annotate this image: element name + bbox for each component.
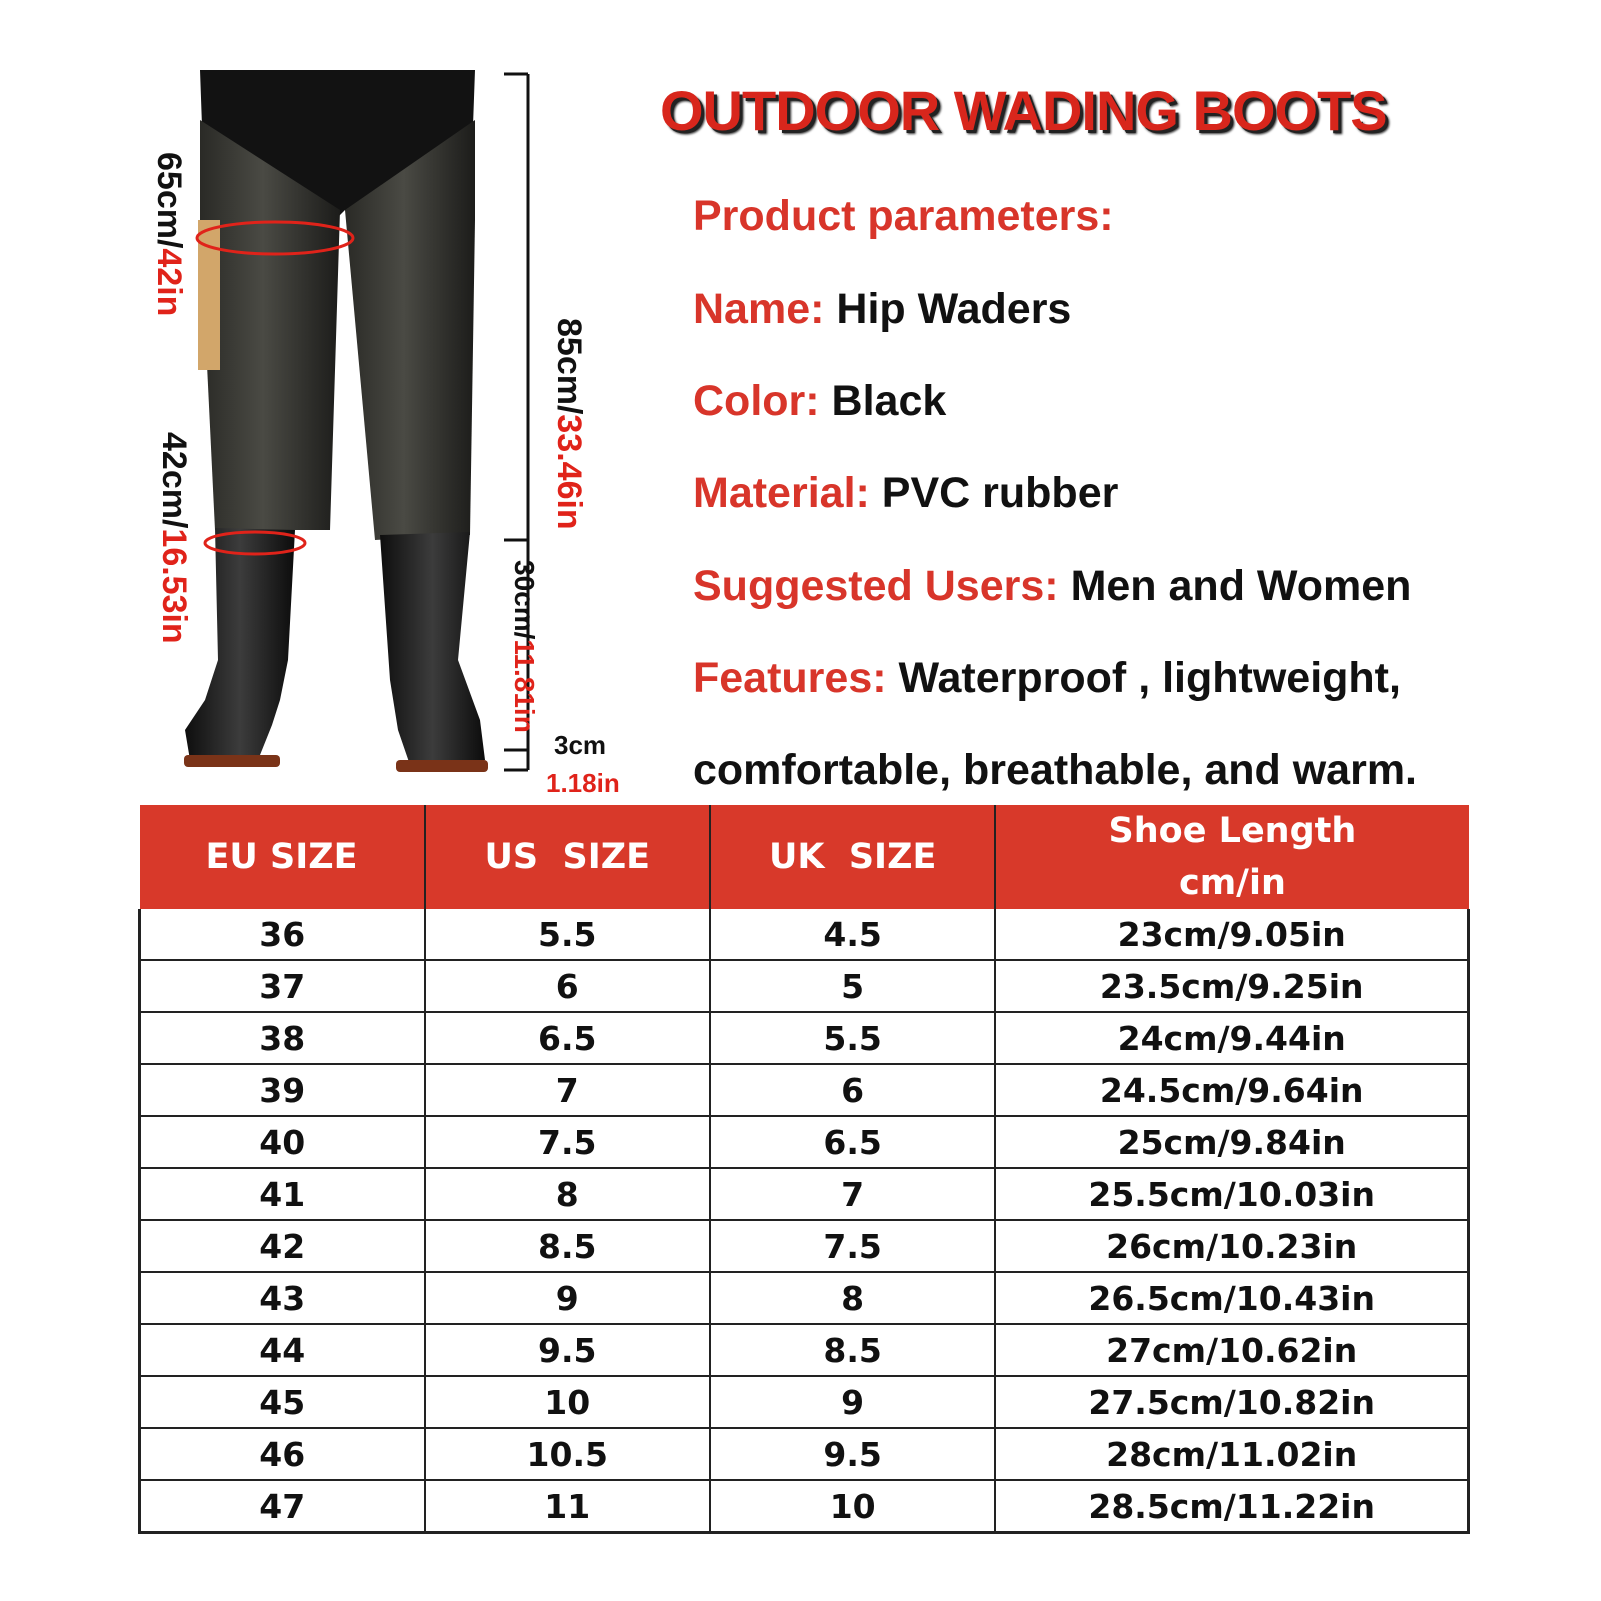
param-features: Features: Waterproof , lightweight,	[693, 654, 1401, 702]
cell-us-size: 9.5	[425, 1324, 710, 1376]
cell-shoe-length: 28.5cm/11.22in	[995, 1480, 1468, 1533]
page-title: OUTDOOR WADING BOOTS	[660, 79, 1387, 142]
table-row	[140, 1168, 1469, 1220]
cell-us-size: 6	[425, 960, 710, 1012]
header-shoe-length-line2: cm/in	[1178, 863, 1286, 903]
cell-shoe-length: 25cm/9.84in	[995, 1116, 1468, 1168]
cell-us-size: 9	[425, 1272, 710, 1324]
total-height-label: 85cm/33.46in	[550, 318, 588, 530]
calf-circumference-label: 42cm/16.53in	[155, 432, 193, 644]
cell-uk-size: 8.5	[710, 1324, 995, 1376]
cell-eu-size: 46	[140, 1428, 425, 1480]
table-row	[140, 909, 1469, 960]
cell-uk-size: 5.5	[710, 1012, 995, 1064]
sole-height-cm: 3cm	[554, 730, 607, 760]
cell-shoe-length: 26cm/10.23in	[995, 1220, 1468, 1272]
cell-shoe-length: 28cm/11.02in	[995, 1428, 1468, 1480]
cell-shoe-length: 23.5cm/9.25in	[995, 960, 1468, 1012]
table-header-row	[140, 805, 1469, 909]
cell-uk-size: 9	[710, 1376, 995, 1428]
cell-uk-size: 7	[710, 1168, 995, 1220]
header-us-size: US SIZE	[425, 805, 710, 909]
cell-shoe-length: 26.5cm/10.43in	[995, 1272, 1468, 1324]
cell-eu-size: 42	[140, 1220, 425, 1272]
param-features-continued: comfortable, breathable, and warm.	[693, 746, 1418, 794]
table-row	[140, 1012, 1469, 1064]
cell-us-size: 8	[425, 1168, 710, 1220]
param-suggested-users: Suggested Users: Men and Women	[693, 562, 1412, 610]
cell-eu-size: 45	[140, 1376, 425, 1428]
params-heading: Product parameters:	[693, 192, 1114, 240]
cell-uk-size: 4.5	[710, 909, 995, 960]
cell-eu-size: 39	[140, 1064, 425, 1116]
param-name: Name: Hip Waders	[693, 285, 1072, 333]
param-material: Material: PVC rubber	[693, 469, 1119, 517]
cell-us-size: 7.5	[425, 1116, 710, 1168]
cell-shoe-length: 27.5cm/10.82in	[995, 1376, 1468, 1428]
cell-us-size: 10	[425, 1376, 710, 1428]
cell-shoe-length: 24cm/9.44in	[995, 1012, 1468, 1064]
header-eu-size: EU SIZE	[140, 805, 425, 909]
table-row	[140, 1064, 1469, 1116]
cell-eu-size: 36	[140, 909, 425, 960]
cell-eu-size: 43	[140, 1272, 425, 1324]
cell-uk-size: 9.5	[710, 1428, 995, 1480]
cell-eu-size: 41	[140, 1168, 425, 1220]
table-row	[140, 1220, 1469, 1272]
param-color: Color: Black	[693, 377, 947, 425]
cell-uk-size: 7.5	[710, 1220, 995, 1272]
table-row	[140, 1116, 1469, 1168]
cell-uk-size: 5	[710, 960, 995, 1012]
cell-eu-size: 37	[140, 960, 425, 1012]
table-row	[140, 960, 1469, 1012]
boot-height-label: 30cm/11.81in	[509, 560, 540, 733]
cell-eu-size: 47	[140, 1480, 425, 1533]
table-row	[140, 1480, 1469, 1533]
table-row	[140, 1272, 1469, 1324]
cell-shoe-length: 23cm/9.05in	[995, 909, 1468, 960]
header-uk-size: UK SIZE	[710, 805, 995, 909]
cell-us-size: 7	[425, 1064, 710, 1116]
cell-shoe-length: 24.5cm/9.64in	[995, 1064, 1468, 1116]
cell-us-size: 5.5	[425, 909, 710, 960]
cell-uk-size: 6	[710, 1064, 995, 1116]
cell-us-size: 11	[425, 1480, 710, 1533]
cell-shoe-length: 25.5cm/10.03in	[995, 1168, 1468, 1220]
table-row	[140, 1428, 1469, 1480]
header-shoe-length	[995, 805, 1468, 909]
table-row	[140, 1324, 1469, 1376]
cell-uk-size: 10	[710, 1480, 995, 1533]
cell-us-size: 6.5	[425, 1012, 710, 1064]
cell-us-size: 10.5	[425, 1428, 710, 1480]
cell-shoe-length: 27cm/10.62in	[995, 1324, 1468, 1376]
cell-uk-size: 6.5	[710, 1116, 995, 1168]
sole-height-in: 1.18in	[546, 768, 620, 798]
header-shoe-length-line1: Shoe Length	[1108, 811, 1357, 851]
cell-eu-size: 40	[140, 1116, 425, 1168]
thigh-circumference-label: 65cm/42in	[150, 152, 188, 317]
size-chart-table	[138, 805, 1470, 1534]
cell-eu-size: 38	[140, 1012, 425, 1064]
table-row	[140, 1376, 1469, 1428]
cell-uk-size: 8	[710, 1272, 995, 1324]
cell-eu-size: 44	[140, 1324, 425, 1376]
cell-us-size: 8.5	[425, 1220, 710, 1272]
